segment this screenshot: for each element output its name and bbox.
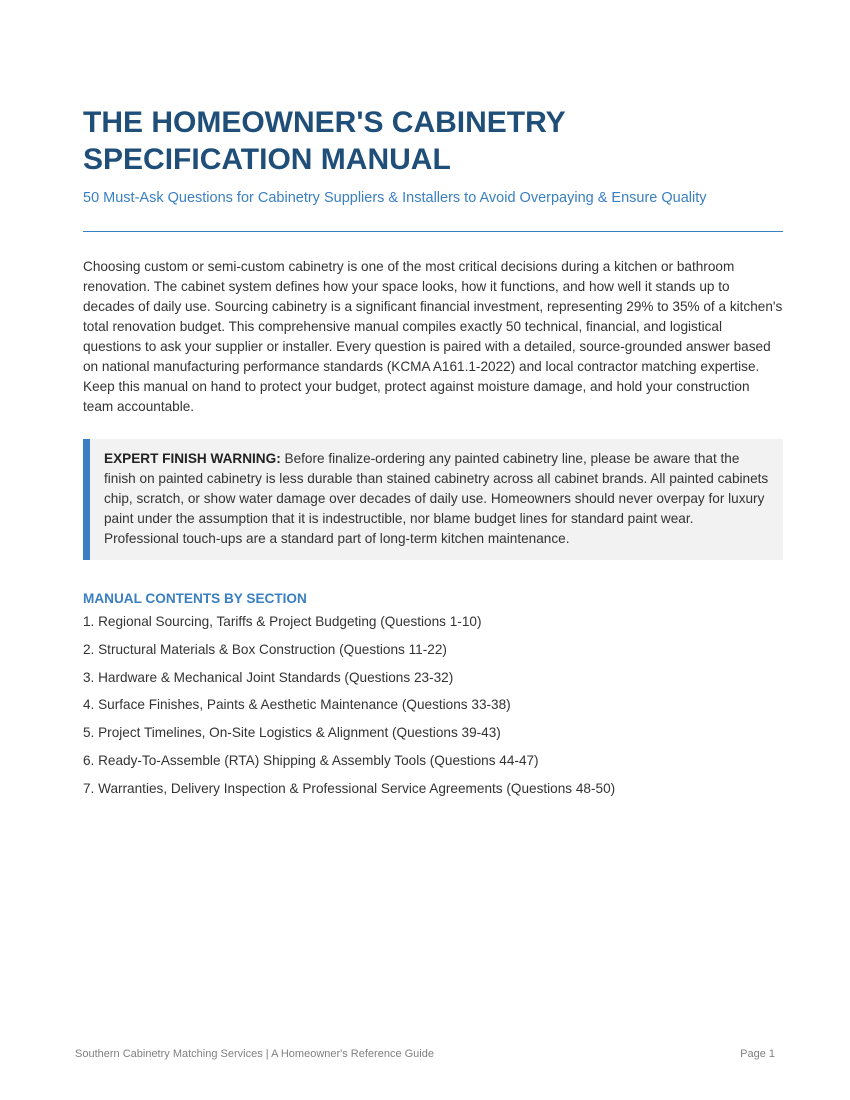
contents-item-2: 2. Structural Materials & Box Construction (Questions 11-22) <box>83 641 447 657</box>
warning-text: Before finalize-ordering any painted cabinetry line, please be aware that the finish on painted cabinetry is less durable than stained cabinetry across all cabinet brands. All painted cabinets chip, scratch, or show water damage over decades of daily use. Homeowners should never overpay for luxury paint under the assumption that it is indestructible, nor blame budget lines for standard paint wear. Professional touch-ups are a standard part of long-term kitchen maintenance. <box>104 451 769 546</box>
contents-item-5: 5. Project Timelines, On-Site Logistics & Alignment (Questions 39-43) <box>83 725 501 741</box>
contents-item-6: 6. Ready-To-Assemble (RTA) Shipping & Assembly Tools (Questions 44-47) <box>83 752 539 768</box>
document-page <box>83 104 783 807</box>
contents-item-3: 3. Hardware & Mechanical Joint Standards (Questions 23-32) <box>83 669 454 685</box>
contents-heading: MANUAL CONTENTS BY SECTION <box>83 591 307 606</box>
contents-list <box>83 612 783 799</box>
page-subtitle: 50 Must-Ask Questions for Cabinetry Suppliers & Installers to Avoid Overpaying & Ensure Quality <box>83 190 707 206</box>
page-title <box>83 104 783 178</box>
contents-item-7: 7. Warranties, Delivery Inspection & Professional Service Agreements (Questions 48-50) <box>83 780 616 796</box>
intro-paragraph: Choosing custom or semi-custom cabinetry is one of the most critical decisions during a kitchen or bathroom renovation. The cabinet system defines how your space looks, how it functions, and how well it stands up to decades of daily use. Sourcing cabinetry is a significant financial investment, representing 29% to 35% of a kitchen's total renovation budget. This comprehensive manual compiles exactly 50 technical, financial, and logistical questions to ask your supplier or installer. Every question is paired with a detailed, source-grounded answer based on national manufacturing performance standards (KCMA A161.1-2022) and local contractor matching expertise. Keep this manual on hand to protect your budget, protect against moisture damage, and hold your construction team accountable. <box>83 259 783 414</box>
page-title-line-2: SPECIFICATION MANUAL <box>83 143 451 176</box>
footer-source: Southern Cabinetry Matching Services | A Homeowner's Reference Guide <box>75 1048 434 1060</box>
page-number: Page 1 <box>740 1048 775 1060</box>
contents-item-1: 1. Regional Sourcing, Tariffs & Project Budgeting (Questions 1-10) <box>83 614 482 629</box>
finish-warning-callout <box>83 439 783 560</box>
warning-label: EXPERT FINISH WARNING: <box>104 451 281 466</box>
title-divider <box>83 231 783 232</box>
contents-item-4: 4. Surface Finishes, Paints & Aesthetic Maintenance (Questions 33-38) <box>83 697 511 713</box>
page-title-line-1: THE HOMEOWNER'S CABINETRY <box>83 106 566 139</box>
